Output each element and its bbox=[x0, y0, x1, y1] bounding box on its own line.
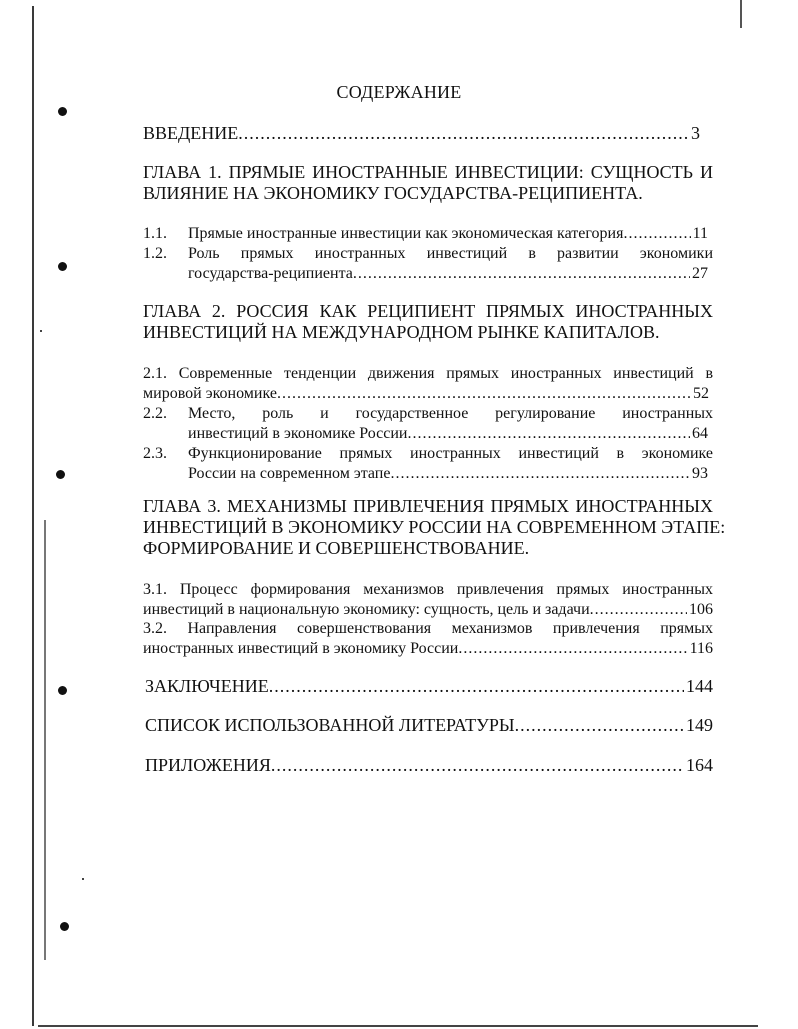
chapter-3-heading-line1[interactable]: ГЛАВА 3. МЕХАНИЗМЫ ПРИВЛЕЧЕНИЯ ПРЯМЫХ ИНОСТРАННЫХ bbox=[143, 496, 713, 516]
leader-dots bbox=[238, 123, 689, 143]
chapter-1-heading-line2[interactable]: ВЛИЯНИЕ НА ЭКОНОМИКУ ГОСУДАРСТВА-РЕЦИПИЕНТА. bbox=[143, 183, 643, 203]
section-2-2-number: 2.2. bbox=[143, 405, 167, 422]
section-2-3-number: 2.3. bbox=[143, 445, 167, 462]
toc-entry-appendix[interactable] bbox=[145, 755, 713, 775]
scan-margin-line-inner bbox=[44, 520, 46, 960]
punch-hole-mark bbox=[58, 107, 67, 116]
toc-entry-label: государства-реципиента bbox=[188, 265, 353, 282]
toc-entry-section-3-1[interactable] bbox=[143, 600, 713, 620]
chapter-1-heading-line1[interactable]: ГЛАВА 1. ПРЯМЫЕ ИНОСТРАННЫЕ ИНВЕСТИЦИИ: СУЩНОСТЬ И bbox=[143, 162, 713, 182]
toc-page-number: 64 bbox=[692, 425, 708, 442]
toc-entry-section-1-2-line1[interactable]: Роль прямых иностранных инвестиций в развитии экономики bbox=[188, 245, 713, 262]
toc-entry-label: иностранных инвестиций в экономику России bbox=[143, 640, 459, 657]
toc-page-number: 11 bbox=[692, 225, 708, 242]
punch-hole-mark bbox=[60, 922, 69, 931]
toc-page-number: 52 bbox=[693, 385, 709, 402]
toc-entry-section-2-2-line1[interactable]: Место, роль и государственное регулирование иностранных bbox=[188, 405, 713, 422]
section-1-1-number: 1.1. bbox=[143, 225, 167, 242]
chapter-3-heading-line2[interactable]: ИНВЕСТИЦИЙ В ЭКОНОМИКУ РОССИИ НА СОВРЕМЕННОМ ЭТАПЕ: bbox=[143, 517, 726, 537]
leader-dots bbox=[458, 639, 687, 659]
toc-entry-section-3-2-line1[interactable]: 3.2. Направления совершенствования механизмов привлечения прямых bbox=[143, 620, 713, 637]
toc-entry-label: мировой экономике bbox=[143, 385, 277, 402]
scan-margin-line bbox=[32, 6, 34, 1026]
toc-entry-conclusion[interactable] bbox=[145, 676, 713, 696]
leader-dots bbox=[590, 600, 687, 620]
leader-dots bbox=[353, 264, 690, 284]
toc-entry-section-3-2[interactable] bbox=[143, 639, 713, 659]
punch-hole-mark bbox=[56, 470, 65, 479]
toc-entry-section-2-1-line1[interactable]: 2.1. Современные тенденции движения прямых иностранных инвестиций в bbox=[143, 365, 713, 382]
toc-entry-section-2-3-line1[interactable]: Функционирование прямых иностранных инвестиций в экономике bbox=[188, 445, 713, 462]
toc-entry-references[interactable] bbox=[145, 715, 713, 735]
toc-entry-section-1-1[interactable] bbox=[188, 224, 708, 244]
toc-page-number: 144 bbox=[686, 676, 713, 696]
leader-dots bbox=[407, 424, 690, 444]
toc-entry-section-3-1-line1[interactable]: 3.1. Процесс формирования механизмов привлечения прямых иностранных bbox=[143, 581, 713, 598]
toc-entry-section-2-3[interactable] bbox=[188, 464, 708, 484]
toc-entry-label: ВВЕДЕНИЕ bbox=[143, 123, 239, 143]
toc-entry-section-1-2[interactable] bbox=[188, 264, 708, 284]
scan-speck bbox=[40, 330, 42, 332]
toc-entry-label: инвестиций в экономике России bbox=[188, 425, 408, 442]
toc-page-number: 27 bbox=[692, 265, 708, 282]
toc-page-number: 164 bbox=[686, 755, 713, 775]
leader-dots bbox=[269, 676, 684, 696]
toc-page-number: 3 bbox=[691, 123, 700, 143]
chapter-2-heading-line2[interactable]: ИНВЕСТИЦИЙ НА МЕЖДУНАРОДНОМ РЫНКЕ КАПИТАЛОВ. bbox=[143, 322, 660, 342]
scan-speck bbox=[82, 878, 84, 880]
toc-page-number: 149 bbox=[686, 715, 713, 735]
scan-bottom-line bbox=[38, 1025, 758, 1027]
toc-entry-label: ЗАКЛЮЧЕНИЕ bbox=[145, 676, 269, 696]
punch-hole-mark bbox=[58, 262, 67, 271]
leader-dots bbox=[515, 715, 684, 735]
leader-dots bbox=[271, 755, 684, 775]
toc-entry-introduction[interactable] bbox=[143, 123, 700, 143]
leader-dots bbox=[277, 384, 691, 404]
chapter-2-heading-line1[interactable]: ГЛАВА 2. РОССИЯ КАК РЕЦИПИЕНТ ПРЯМЫХ ИНОСТРАННЫХ bbox=[143, 301, 713, 321]
toc-title: СОДЕРЖАНИЕ bbox=[336, 82, 462, 102]
leader-dots bbox=[623, 224, 690, 244]
toc-entry-section-2-1[interactable] bbox=[143, 384, 709, 404]
leader-dots bbox=[390, 464, 690, 484]
toc-page-number: 106 bbox=[689, 601, 713, 618]
toc-entry-section-2-2[interactable] bbox=[188, 424, 708, 444]
toc-entry-label: СПИСОК ИСПОЛЬЗОВАННОЙ ЛИТЕРАТУРЫ bbox=[145, 715, 515, 735]
toc-entry-label: инвестиций в национальную экономику: сущность, цель и задачи bbox=[143, 601, 590, 618]
toc-page-number: 116 bbox=[689, 640, 713, 657]
scan-top-mark bbox=[740, 0, 742, 28]
punch-hole-mark bbox=[58, 686, 67, 695]
toc-entry-label: России на современном этапе bbox=[188, 465, 391, 482]
toc-entry-label: Прямые иностранные инвестиции как экономическая категория bbox=[188, 225, 624, 242]
chapter-3-heading-line3[interactable]: ФОРМИРОВАНИЕ И СОВЕРШЕНСТВОВАНИЕ. bbox=[143, 538, 530, 558]
section-1-2-number: 1.2. bbox=[143, 245, 167, 262]
toc-page-number: 93 bbox=[692, 465, 708, 482]
toc-entry-label: ПРИЛОЖЕНИЯ bbox=[145, 755, 271, 775]
